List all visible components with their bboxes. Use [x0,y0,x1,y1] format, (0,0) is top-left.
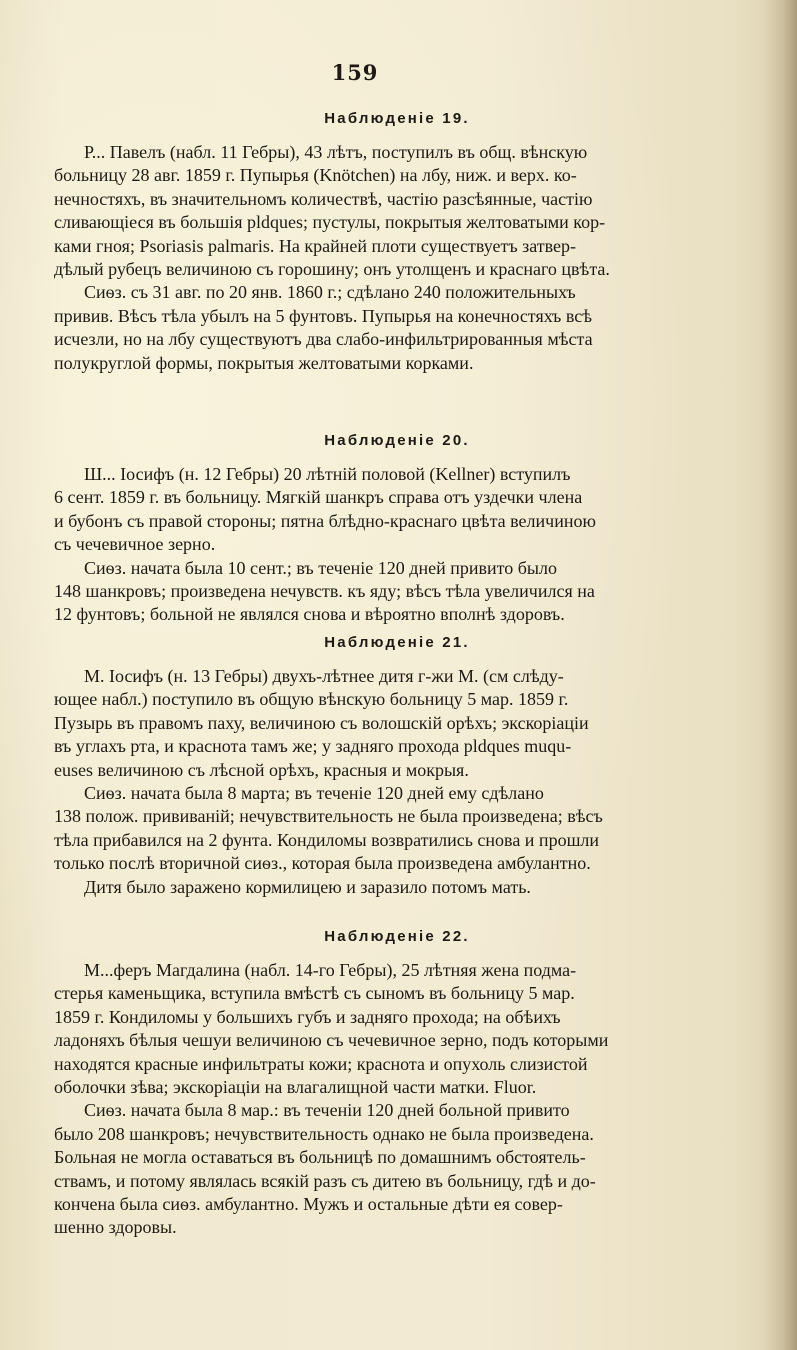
text-line: Р... Павелъ (набл. 11 Гебры), 43 лѣтъ, поступилъ въ общ. вѣнскую [84,142,588,162]
text-line: Сиѳз. съ 31 авг. по 20 янв. 1860 г.; сдѣлано 240 положительныхъ [84,282,576,303]
observation-heading: Наблюденіе 19. [324,110,470,127]
text-line: стерья каменьщика, вступила вмѣстѣ съ сыномъ въ больницу 5 мар. [54,983,575,1004]
observation-22 [54,928,724,1240]
text-line: дѣлый рубецъ величиною съ горошину; онъ утолщенъ и краснаго цвѣта. [54,259,610,280]
text-line: больницу 28 авг. 1859 г. Пупырья (Knötchen) на лбу, ниж. и верх. ко- [54,165,577,186]
text-line: Сиѳз. начата была 8 марта; въ теченіе 120 дней ему сдѣлано [84,783,544,804]
text-line: только послѣ вторичной сиѳз., которая была произведена амбулантно. [54,853,591,874]
observation-21 [54,634,724,899]
text-line: исчезли, но на лбу существуютъ два слабо-инфильтрированныя мѣста [54,329,593,350]
observation-20 [54,432,724,627]
text-line: привив. Вѣсъ тѣла убылъ на 5 фунтовъ. Пупырья на конечностяхъ всѣ [54,305,592,326]
text-line: Больная не могла оставаться въ больницѣ по домашнимъ обстоятель- [54,1147,586,1168]
text-line: съ чечевичное зерно. [54,534,216,555]
observation-text [54,665,724,899]
observation-heading: Наблюденіе 22. [324,928,470,945]
text-line: Пузырь въ правомъ паху, величиною съ волошскій орѣхъ; экскоріаціи [54,712,589,733]
text-line: полукруглой формы, покрытыя желтоватыми корками. [54,352,474,373]
text-line: euses величиною съ лѣсной орѣхъ, красныя и мокрыя. [54,759,469,780]
text-line: Сиѳз. начата была 10 сент.; въ теченіе 120 дней привито было [84,557,557,578]
text-line: ладоняхъ бѣлыя чешуи величиною съ чечевичное зерно, подъ которыми [54,1030,609,1051]
text-line: 6 сент. 1859 г. въ больницу. Мягкій шанкръ справа отъ уздечки члена [54,487,583,508]
text-line: въ углахъ рта, и краснота тамъ же; у задняго прохода pldques muqu- [54,736,572,757]
text-line: Ш... Іосифъ (н. 12 Гебры) 20 лѣтній половой (Kellner) вступилъ [84,464,571,484]
page-gutter-shadow [763,0,797,1350]
observation-text [54,959,724,1240]
text-line: М. Іосифъ (н. 13 Гебры) двухъ-лѣтнее дитя г-жи М. (см слѣду- [84,666,564,686]
text-line: М...феръ Магдалина (набл. 14-го Гебры), 25 лѣтняя жена подма- [84,960,577,980]
text-line: тѣла прибавился на 2 фунта. Кондиломы возвратились снова и прошли [54,829,600,850]
observation-text [54,141,724,375]
text-line: шенно здоровы. [54,1217,177,1238]
text-line: Дитя было заражено кормилицею и заразило потомъ мать. [84,876,531,897]
text-line: 148 шанкровъ; произведена нечувств. къ яду; вѣсъ тѣла увеличился на [54,581,595,602]
page-number: 159 [331,60,379,85]
text-line: ками гноя; Psoriasis palmaris. На крайней плоти существуетъ затвер- [54,235,577,256]
text-line: ствамъ, и потому являлась всякій разъ съ дитею въ больницу, гдѣ и до- [54,1170,596,1191]
text-line: находятся красные инфильтраты кожи; краснота и опухоль слизистой [54,1053,588,1074]
observation-19 [54,110,724,375]
observation-heading: Наблюденіе 21. [324,634,470,651]
text-line: нечностяхъ, въ значительномъ количествѣ, частію разсѣянные, частію [54,188,593,209]
text-line: оболочки зѣва; экскоріаціи на влагалищной части матки. Fluor. [54,1077,537,1098]
text-line: и бубонъ съ правой стороны; пятна блѣдно-краснаго цвѣта величиною [54,510,596,531]
observation-text [54,463,724,627]
text-line: сливающіеся въ большія pldques; пустулы, покрытыя желтоватыми кор- [54,212,606,233]
text-line: кончена была сиѳз. амбулантно. Мужъ и остальные дѣти ея совер- [54,1194,563,1215]
text-line: 138 полож. прививаній; нечувствительность не была произведена; вѣсъ [54,806,603,827]
text-line: 12 фунтовъ; больной не являлся снова и вѣроятно вполнѣ здоровъ. [54,604,565,625]
text-line: было 208 шанкровъ; нечувствительность однако не была произведена. [54,1123,594,1144]
text-line: ющее набл.) поступило въ общую вѣнскую больницу 5 мар. 1859 г. [54,689,569,710]
text-line: Сиѳз. начата была 8 мар.: въ теченіи 120 дней больной привито [84,1100,570,1121]
text-line: 1859 г. Кондиломы у большихъ губъ и задняго прохода; на обѣихъ [54,1006,561,1027]
observation-heading: Наблюденіе 20. [324,432,470,449]
